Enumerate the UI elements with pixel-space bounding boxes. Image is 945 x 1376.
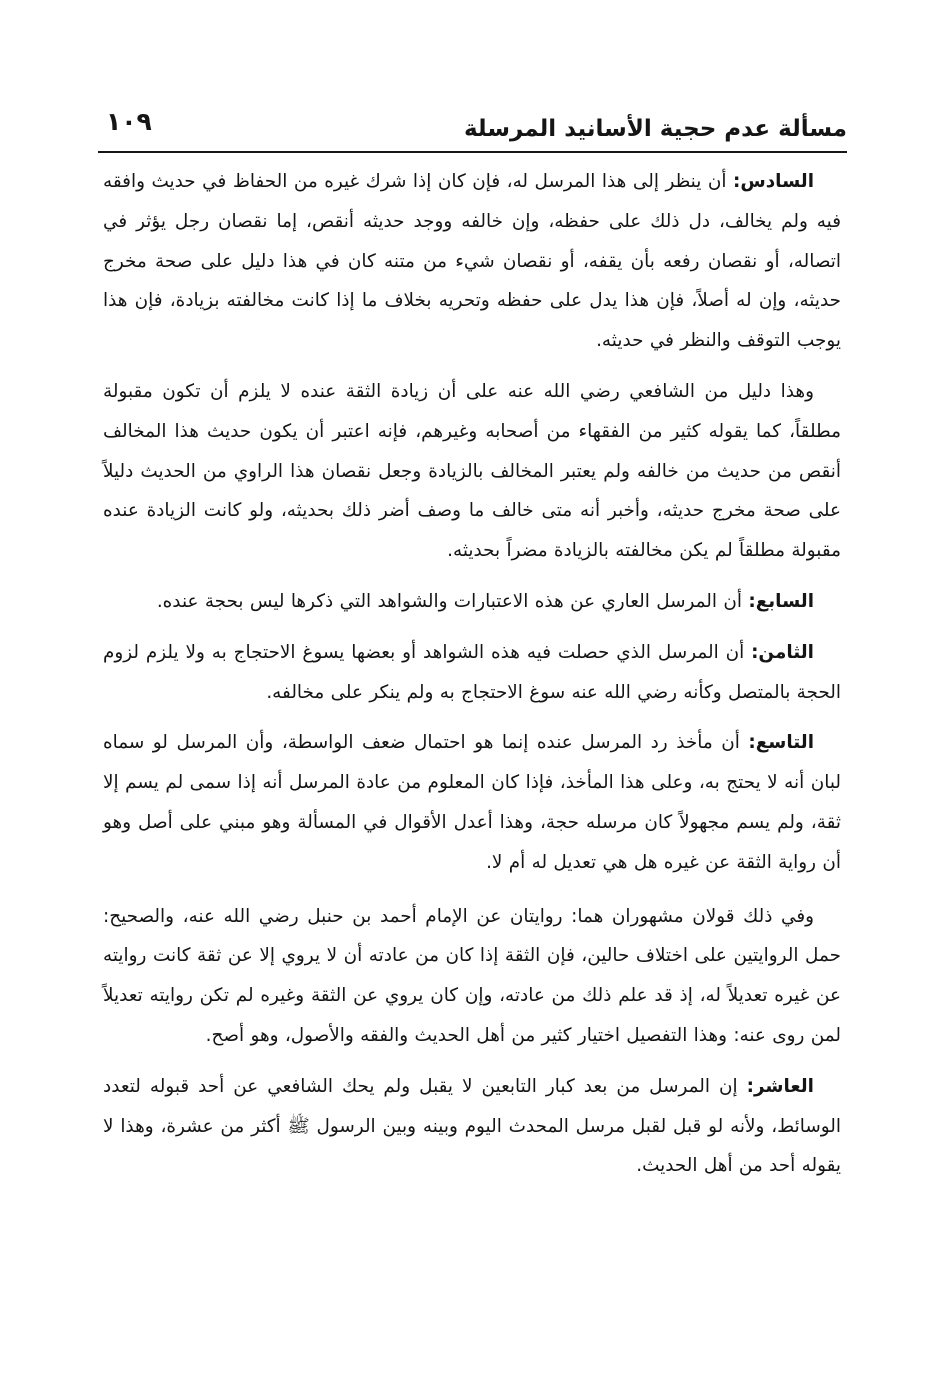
paragraph-ninth: [103, 723, 841, 882]
paragraph-text: إن المرسل من بعد كبار التابعين لا يقبل ولم يحك الشافعي عن أحد قبوله لتعدد الوسائط، ولأنه لو قبل لقبل مرسل المحدث اليوم وبينه وبين الرسول ﷺ أكثر من عشرة، وهذا لا يقوله أحد من أهل الحديث.: [103, 1075, 841, 1177]
paragraph-lead: العاشر:: [746, 1075, 814, 1097]
paragraph-seventh: [103, 582, 841, 622]
paragraph-commentary: [103, 372, 841, 571]
paragraph-lead: الثامن:: [751, 641, 814, 663]
paragraph-text: أن المرسل الذي حصلت فيه هذه الشواهد أو بعضها يسوغ الاحتجاج به ولا يلزم لزوم الحجة بالمتصل وكأنه رضي الله عنه سوغ الاحتجاج به ولم ينكر على مخالفه.: [103, 641, 841, 703]
paragraph-lead: السابع:: [748, 590, 814, 612]
paragraph-text: أن ينظر إلى هذا المرسل له، فإن كان إذا شرك غيره من الحفاظ في حديث وافقه فيه ولم يخالف، دل ذلك على حفظه، وإن خالفه ووجد حديثه أنقص، إما نقصان رجل يؤثر في اتصاله، أو نقصان رفعه بأن يقفه، أو نقصان شيء من متنه كان في هذا دليل على صحة مخرج حديثه، وإن له أصلاً، فإن هذا يدل على حفظه وتحريه بخلاف ما إذا كانت مخالفته بزيادة، فإن هذا يوجب التوقف والنظر في حديثه.: [103, 171, 841, 352]
running-title: مسألة عدم حجية الأسانيد المرسلة: [463, 116, 847, 142]
body-text: [103, 162, 841, 1197]
paragraph-eighth: [103, 633, 841, 713]
paragraph-text: وفي ذلك قولان مشهوران هما: روايتان عن الإمام أحمد بن حنبل رضي الله عنه، والصحيح: حمل الروايتين على اختلاف حالين، فإن الثقة إذا كان من عادته أن لا يروي إلا عن ثقة كانت روايته عن غيره تعديلاً له، إذ قد علم ذلك من عادته، وإن كان يروي عن الثقة وغيره لم تكن روايته تعديلاً لمن روى عنه: وهذا التفصيل اختيار كثير من أهل الحديث والفقه والأصول، وهو أصح.: [103, 905, 841, 1046]
paragraph-lead: التاسع:: [748, 732, 814, 754]
paragraph-sixth: [103, 162, 841, 361]
paragraph-text: وهذا دليل من الشافعي رضي الله عنه على أن زيادة الثقة عنده لا يلزم أن تكون مقبولة مطلقاً، كما يقوله كثير من الفقهاء من أصحابه وغيرهم، فإنه اعتبر أن يكون حديث هذا المخالف أنقص من حديث من خالفه ولم يعتبر المخالف بالزيادة وجعل نقصان هذا الراوي من الحديث دليلاً على صحة مخرج حديثه، وأخبر أنه متى خالف ما وصف أضر ذلك بحديثه، ولو كانت الزيادة عنده مقبولة مطلقاً لم يكن مخالفته بالزيادة مضراً بحديثه.: [103, 380, 841, 562]
paragraph-text: أن مأخذ رد المرسل عنده إنما هو احتمال ضعف الواسطة، وأن المرسل لو سماه لبان أنه لا يحتج به، وعلى هذا المأخذ، فإذا كان المعلوم من عادة المرسل أنه إذا سمى لم يسم إلا ثقة، ولم يسم مجهولاً كان مرسله حجة، وهذا أعدل الأقوال في المسألة وهو مبني على أصل وهو أن رواية الثقة عن غيره هل هي تعديل له أم لا.: [103, 732, 841, 873]
paragraph-tenth: [103, 1067, 841, 1186]
paragraph-two-opinions: [103, 897, 841, 1056]
paragraph-text: أن المرسل العاري عن هذه الاعتبارات والشواهد التي ذكرها ليس بحجة عنده.: [156, 590, 749, 612]
paragraph-lead: السادس:: [733, 171, 814, 192]
page-header: [98, 104, 847, 150]
header-rule: [98, 151, 847, 153]
page-number: ١٠٩: [106, 107, 152, 136]
